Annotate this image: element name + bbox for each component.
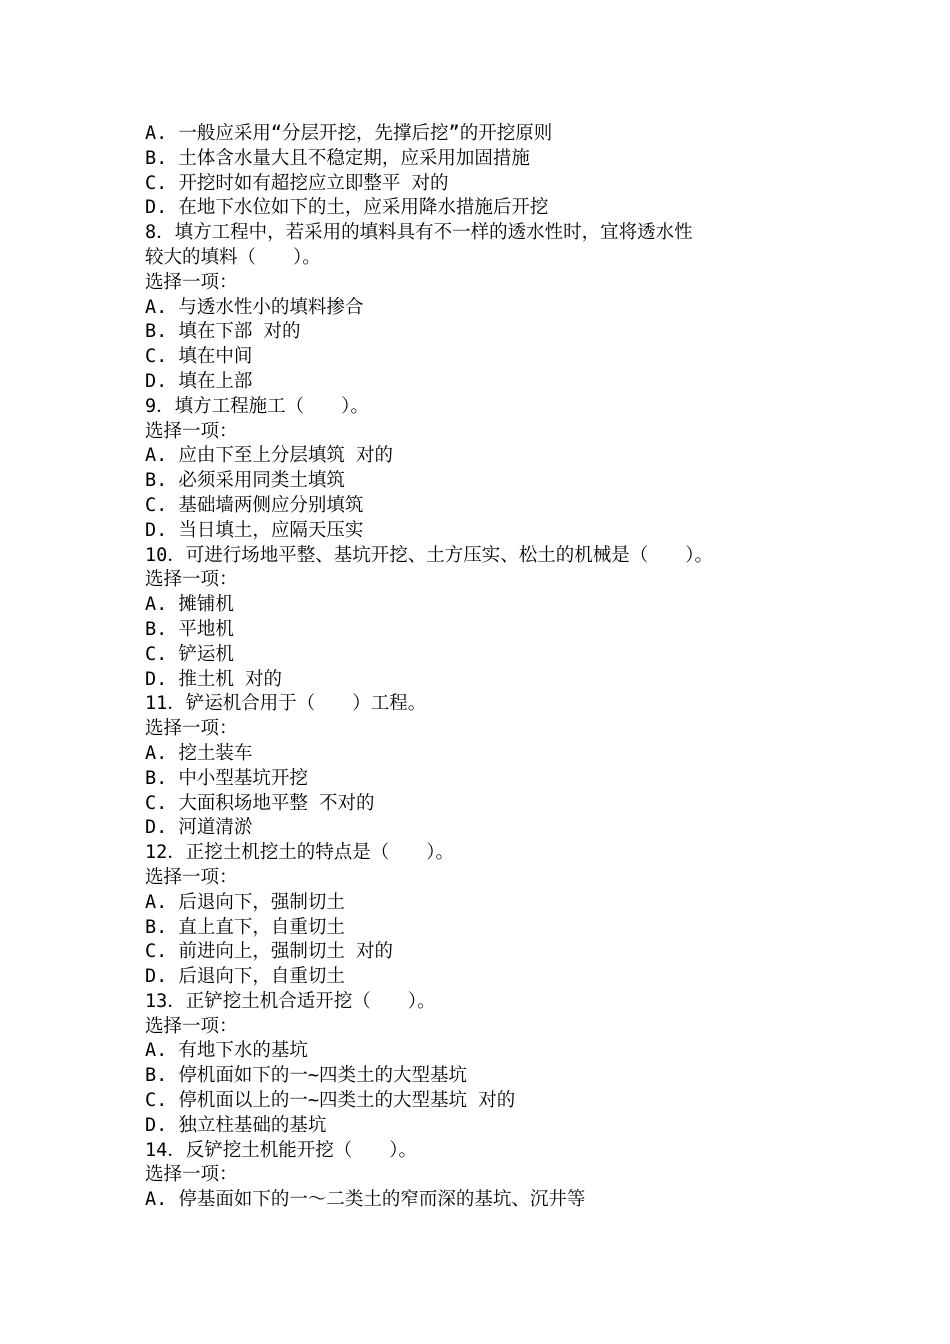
text-line: A. 摊铺机 bbox=[145, 594, 234, 616]
text-line: A. 一般应采用“分层开挖，先撑后挖”的开挖原则 bbox=[145, 123, 553, 144]
text-line: A. 停基面如下的一～二类土的窄而深的基坑、沉井等 bbox=[145, 1189, 586, 1211]
text-line: B. 中小型基坑开挖 bbox=[145, 767, 308, 789]
text-line: B. 填在下部 对的 bbox=[145, 321, 301, 343]
text-line: D. 独立柱基础的基坑 bbox=[145, 1114, 327, 1136]
text-line: 选择一项： bbox=[145, 1164, 238, 1186]
text-line: 选择一项： bbox=[145, 569, 238, 591]
text-line: D. 后退向下，自重切土 bbox=[145, 966, 345, 988]
text-line: B. 停机面如下的一~四类土的大型基坑 bbox=[145, 1065, 468, 1087]
text-line: 选择一项： bbox=[145, 1015, 238, 1037]
text-line: C. 停机面以上的一~四类土的大型基坑 对的 bbox=[145, 1090, 516, 1112]
text-line: D. 河道清淤 bbox=[145, 817, 253, 839]
text-line: 13．正铲挖土机合适开挖（ ）。 bbox=[145, 990, 436, 1012]
text-line: C. 填在中间 bbox=[145, 346, 253, 368]
text-line: 12．正挖土机挖土的特点是（ ）。 bbox=[145, 842, 455, 864]
text-line: B. 平地机 bbox=[145, 618, 234, 640]
text-line: D. 填在上部 bbox=[145, 370, 253, 392]
text-line: 14．反铲挖土机能开挖（ ）。 bbox=[145, 1139, 418, 1161]
text-line: B. 必须采用同类土填筑 bbox=[145, 470, 345, 492]
text-line: 选择一项： bbox=[145, 718, 238, 740]
text-line: 8．填方工程中，若采用的填料具有不一样的透水性时，宜将透水性 bbox=[145, 222, 693, 244]
text-line: B. 直上直下，自重切土 bbox=[145, 916, 345, 938]
text-line: A. 有地下水的基坑 bbox=[145, 1040, 308, 1062]
text-line: 10．可进行场地平整、基坑开挖、土方压实、松土的机械是（ ）。 bbox=[145, 544, 714, 566]
text-line: 选择一项： bbox=[145, 271, 238, 293]
text-line: A. 与透水性小的填料掺合 bbox=[145, 296, 364, 318]
text-line: B. 土体含水量大且不稳定期，应采用加固措施 bbox=[145, 147, 530, 169]
text-line: A. 后退向下，强制切土 bbox=[145, 891, 345, 913]
text-line: D. 在地下水位如下的土，应采用降水措施后开挖 bbox=[145, 197, 549, 219]
text-line: 选择一项： bbox=[145, 420, 238, 442]
text-line: 11．铲运机合用于（ ）工程。 bbox=[145, 693, 427, 715]
text-line: A. 应由下至上分层填筑 对的 bbox=[145, 445, 394, 467]
document-page bbox=[145, 122, 845, 1213]
text-line: C. 基础墙两侧应分别填筑 bbox=[145, 494, 364, 516]
text-line: C. 大面积场地平整 不对的 bbox=[145, 792, 375, 814]
text-line: D. 当日填土，应隔天压实 bbox=[145, 519, 364, 541]
text-line: 选择一项： bbox=[145, 866, 238, 888]
text-line: A. 挖土装车 bbox=[145, 742, 253, 764]
text-line: C. 开挖时如有超挖应立即整平 对的 bbox=[145, 172, 449, 194]
text-line: 9．填方工程施工（ ）。 bbox=[145, 395, 369, 417]
text-line: D. 推土机 对的 bbox=[145, 668, 283, 690]
text-line: C. 铲运机 bbox=[145, 643, 234, 665]
text-line: C. 前进向上，强制切土 对的 bbox=[145, 941, 394, 963]
text-line: 较大的填料（ ）。 bbox=[145, 246, 321, 268]
